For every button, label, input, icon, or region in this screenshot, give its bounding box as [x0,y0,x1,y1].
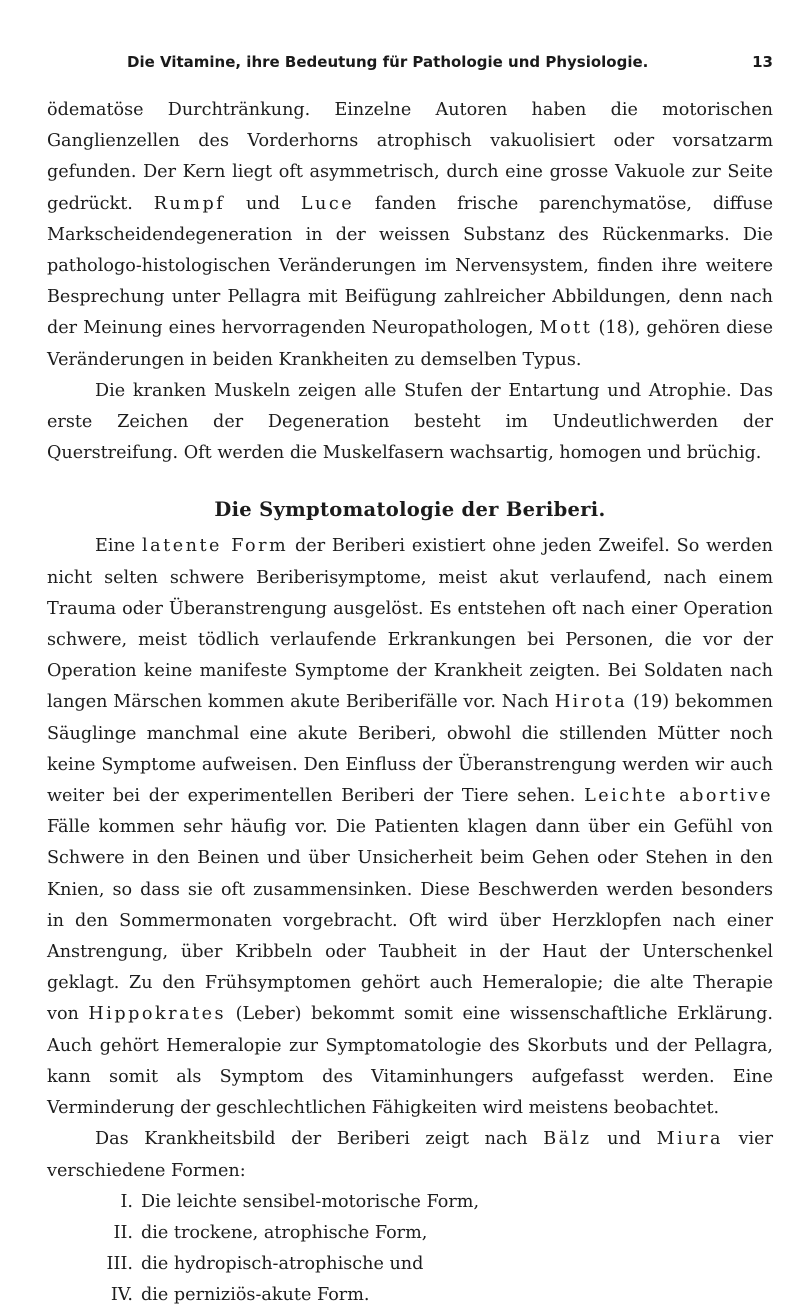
page-number: 13 [752,53,773,71]
emphasis: Leichte abortive [584,786,773,807]
author-name: Hirota [554,692,628,713]
list-item: III. die hydropisch-atrophische und [106,1254,424,1275]
author-name: Hippokrates [88,1004,227,1025]
paragraph-symptoms: Eine latente Form der Beriberi existiert ohne jeden Zweifel. So werden nicht selten schwere Beriberisymptome, meist akut verlaufend, nach einem Trauma oder Überanstrengung ausgelöst. Es entstehen oft nach einer Operation schwere, meist tödlich verlaufende Erkrankungen bei Personen, die vor der Operation keine manifeste Symptome der Krankheit zeigten. Bei Soldaten nach langen Märschen kommen akute Beriberifälle vor. Nach Hirota (19) bekommen Säuglinge manchmal eine akute Beriberi, obwohl die stillenden Mütter noch keine Symptome aufweisen. Den Einfluss der Überanstrengung werden wir auch weiter bei der experimentellen Beriberi der Tiere sehen. Leichte abortive Fälle kommen sehr häufig vor. Die Patienten klagen dann über ein Gefühl von Schwere in den Beinen und über Unsicherheit beim Gehen oder Stehen in den Knien, so dass sie oft zusammensinken. Diese Beschwerden werden besonders in den Sommermonaten vorgebracht. Oft wird über Herzklopfen nach einer Anstrengung, über Kribbeln oder Taubheit in der Haut der Unterschenkel geklagt. Zu den Frühsymptomen gehört auch Hemeralopie; die alte Therapie von Hippokrates (Leber) bekommt somit eine wissenschaftliche Erklärung. Auch gehört Hemeralopie zur Symptomatologie des Skorbuts und der Pellagra, kann somit als Symptom des Vitaminhungers aufgefasst werden. Eine Verminderung der geschlechtlichen Fähigkeiten wird meistens beobachtet. [47,536,774,1119]
list-item: IV. die perniziös-akute Form. [110,1285,370,1306]
paragraph-muscles: Die kranken Muskeln zeigen alle Stufen der Entartung und Atrophie. Das erste Zeichen der Degeneration besteht im Undeutlichwerden der Querstreifung. Oft werden die Muskelfasern wachsartig, homogen und brüchig. [47,380,773,464]
author-name: Bälz [543,1129,592,1150]
list-item: I. Die leichte sensibel-motorische Form, [120,1191,480,1212]
forms-list [47,1187,773,1312]
author-name: Luce [300,193,355,214]
section-heading: Die Symptomatologie der Beriberi. [214,498,606,522]
list-item: II. die trockene, atrophische Form, [113,1222,428,1243]
body-text [47,95,773,1312]
running-head [47,53,773,79]
author-name: Rumpf [153,193,226,214]
running-head-title: Die Vitamine, ihre Bedeutung für Pathologie und Physiologie. [127,53,649,71]
emphasis: latente Form [142,536,289,557]
author-name: Miura [656,1129,724,1150]
paragraph-nervous-system: ödematöse Durchtränkung. Einzelne Autoren haben die motorischen Ganglienzellen des Vorderhorns atrophisch vakuolisiert oder vorsatzarm gefunden. Der Kern liegt oft asymmetrisch, durch eine grosse Vakuole zur Seite gedrückt. Rumpf und Luce fanden frische parenchymatöse, diffuse Markscheidendegeneration in der weissen Substanz des Rückenmarks. Die pathologo-histologischen Veränderungen im Nervensystem, finden ihre weitere Besprechung unter Pellagra mit Beifügung zahlreicher Abbildungen, denn nach der Meinung eines hervorragenden Neuropathologen, Mott (18), gehören diese Veränderungen in beiden Krankheiten zu demselben Typus. [47,100,773,370]
author-name: Mott [539,318,593,339]
paragraph-forms-intro: Das Krankheitsbild der Beriberi zeigt nach Bälz und Miura vier verschiedene Formen: [47,1129,773,1181]
